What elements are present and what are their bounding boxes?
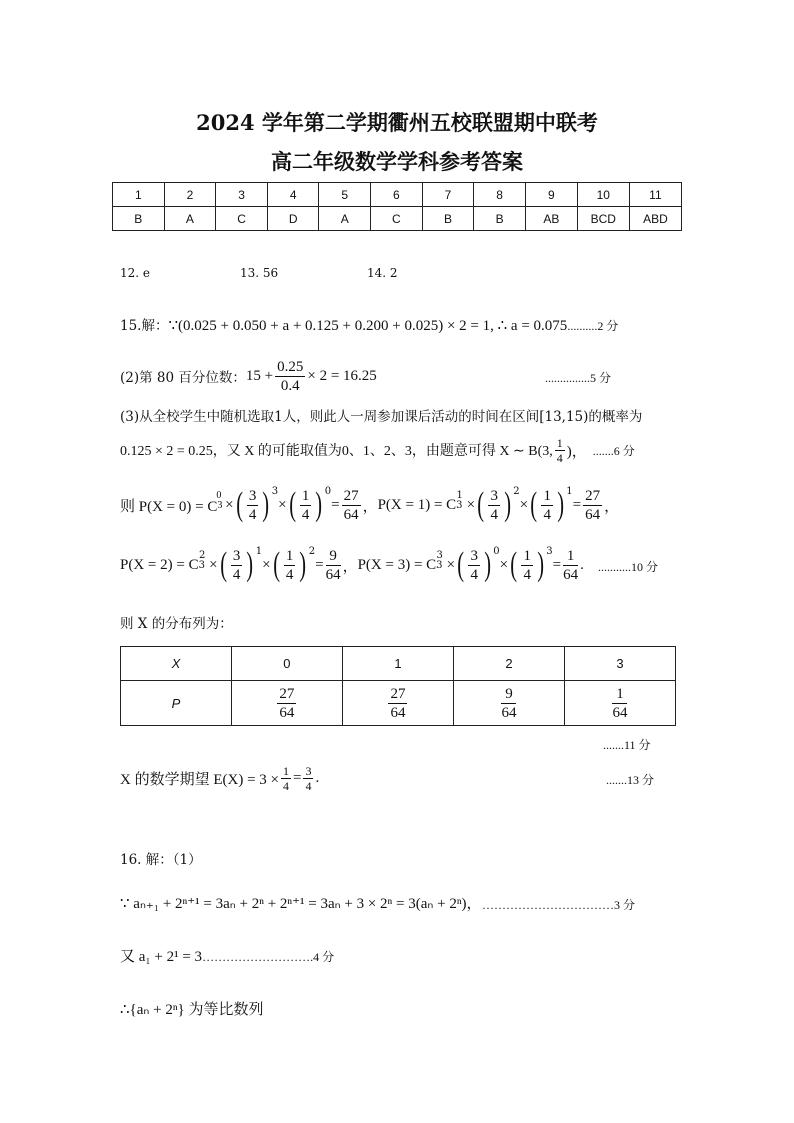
- score-mark: .......6 分: [592, 443, 635, 458]
- distribution-header-row: [121, 647, 676, 681]
- denominator: 4: [283, 778, 289, 793]
- answer-letter: B: [474, 207, 526, 231]
- fraction: [342, 487, 361, 524]
- answer-letter: D: [267, 207, 319, 231]
- expectation-line: [120, 758, 319, 798]
- answer-key-table: [112, 182, 682, 231]
- q15-part2-a: 15 +: [245, 367, 274, 384]
- numerator: 1: [612, 685, 627, 704]
- q15-label: 15.解：: [120, 318, 169, 334]
- question-number: 7: [422, 183, 474, 207]
- table-cell: [342, 681, 453, 726]
- answer-letter-row: [113, 207, 682, 231]
- table-cell: X: [121, 647, 232, 681]
- question-number: 6: [371, 183, 423, 207]
- question-number: 1: [113, 183, 165, 207]
- answer-letter: AB: [525, 207, 577, 231]
- table-cell: [453, 681, 564, 726]
- fraction: [275, 358, 305, 395]
- denominator: 64: [501, 704, 517, 721]
- numerator: 27: [279, 685, 295, 702]
- denominator: 64: [390, 704, 406, 721]
- fraction: [555, 436, 565, 465]
- page-title: 2024 学年第二学期衢州五校联盟期中联考: [196, 110, 598, 135]
- numerator: 27: [343, 487, 359, 504]
- table-cell: [231, 681, 342, 726]
- q16-initial: 又 a₁ + 2¹ = 3: [120, 949, 203, 965]
- p3-label: P(X = 3) = C: [357, 556, 437, 573]
- p0-label: 则 P(X = 0) = C: [120, 498, 218, 515]
- question-number: 10: [577, 183, 629, 207]
- denominator: 4: [305, 778, 312, 793]
- fraction: [583, 487, 602, 524]
- denominator: 64: [343, 506, 359, 523]
- fraction: [303, 764, 313, 793]
- fraction: [281, 764, 291, 793]
- answer-letter: B: [422, 207, 474, 231]
- q15-part2: [120, 356, 377, 396]
- answer-q14: 14. 2: [367, 266, 398, 280]
- q15-part2-b: × 2 = 16.25: [307, 367, 377, 384]
- p2-label: P(X = 2) = C: [120, 556, 199, 573]
- table-cell: 3: [564, 647, 675, 681]
- question-number: 4: [267, 183, 319, 207]
- numerator: 1: [556, 435, 563, 450]
- answer-letter: B: [113, 207, 165, 231]
- denominator: 64: [612, 704, 628, 721]
- numerator: 3: [305, 763, 312, 778]
- distribution-table: [120, 646, 676, 726]
- answer-letter: C: [216, 207, 268, 231]
- answer-q12: 12. e: [120, 266, 150, 280]
- score-mark: ……………………………3 分: [482, 898, 636, 912]
- q15-part2-label: (2)第 80 百分位数：: [120, 370, 246, 386]
- binomial-text: 0.125 × 2 = 0.25，又 X 的可能取值为0、1、2、3，由题意可得 X ∼ B(3,: [120, 444, 553, 459]
- equals: =: [293, 769, 302, 786]
- q15-part3-binomial: [120, 430, 635, 470]
- p1-label: P(X = 1) = C: [377, 496, 457, 513]
- distribution-intro: 则 X 的分布列为：: [120, 616, 233, 632]
- fraction: [563, 547, 578, 584]
- numerator: 1: [563, 547, 578, 566]
- numerator: 9: [326, 547, 341, 566]
- score-mark: ...............5 分: [545, 371, 612, 385]
- table-cell: P: [121, 681, 232, 726]
- numerator: 27: [390, 685, 406, 702]
- score-mark: ...........10 分: [598, 560, 659, 574]
- question-number: 3: [216, 183, 268, 207]
- answer-q13: 13. 56: [240, 266, 279, 280]
- expectation-prefix: X 的数学期望 E(X) = 3 ×: [120, 771, 279, 788]
- q16-conclusion: ∴{aₙ + 2ⁿ} 为等比数列: [120, 1002, 264, 1018]
- score-mark: ..........2 分: [567, 319, 619, 333]
- question-number: 5: [319, 183, 371, 207]
- answer-letter: C: [371, 207, 423, 231]
- numerator: 0.25: [277, 358, 304, 375]
- denominator: 0.4: [280, 377, 300, 394]
- denominator: 4: [556, 450, 563, 465]
- question-number: 11: [629, 183, 681, 207]
- binomial-close: )，: [566, 443, 587, 460]
- table-cell: 0: [231, 647, 342, 681]
- numerator: 9: [501, 685, 516, 704]
- score-mark: ……………………….4 分: [202, 950, 335, 964]
- question-number: 9: [525, 183, 577, 207]
- fraction: [326, 547, 341, 584]
- answer-letter: A: [319, 207, 371, 231]
- q16-label: 16. 解：（1）: [120, 852, 202, 868]
- table-cell: 2: [453, 647, 564, 681]
- denominator: 64: [585, 506, 601, 523]
- question-number: 8: [474, 183, 526, 207]
- page-subtitle: 高二年级数学学科参考答案: [271, 149, 523, 174]
- answer-letter: ABD: [629, 207, 681, 231]
- denominator: 64: [279, 704, 295, 721]
- denominator: 64: [563, 566, 579, 583]
- q15-equation: ∵(0.025 + 0.050 + a + 0.125 + 0.200 + 0.025) × 2 = 1, ∴ a = 0.075: [168, 318, 568, 334]
- table-cell: 1: [342, 647, 453, 681]
- probability-row-2: P(X = 2) = C 3 $^2$ × ( $\frac{3}{4}$ ) $^1$ × ( $\frac{1}{4}$ ) $^2$ = $\frac{9}{64}$ ， P(X = 3) = C 3 $^3$ × ( $\frac{3}{4}$ ) $^0$ × ( $\frac{1}{4}$ ) $^3$ = $\frac{1}{64}$ .: [120, 545, 584, 583]
- score-mark: .......13 分: [606, 773, 655, 787]
- q16-step1: [120, 892, 482, 913]
- q15-part3-text: (3)从全校学生中随机选取1人，则此人一周参加课后活动的时间在区间[13,15)的概率为: [120, 409, 643, 425]
- probability-row-1: 则 P(X = 0) = C 3 $^0$ × ( $\frac{3}{4}$ ) $^3$ × ( $\frac{1}{4}$ ) $^0$ = $\frac{27}{64}$ ， P(X = 1) = C 3 $^1$ × ( $\frac{3}{4}$ ) $^2$ × ( $\frac{1}{4}$ ) $^1$ = $\frac{27}{64}$ ，: [120, 485, 620, 523]
- score-mark: .......11 分: [603, 738, 651, 752]
- numerator: 27: [585, 487, 601, 504]
- table-cell: [564, 681, 675, 726]
- distribution-prob-row: [121, 681, 676, 726]
- question-number: 2: [164, 183, 216, 207]
- denominator: 64: [325, 566, 341, 583]
- period: .: [315, 769, 320, 786]
- numerator: 1: [283, 763, 289, 778]
- answer-letter: A: [164, 207, 216, 231]
- q16-step2: [120, 945, 334, 966]
- q16-equation: ∵ aₙ₊₁ + 2ⁿ⁺¹ = 3aₙ + 2ⁿ + 2ⁿ⁺¹ = 3aₙ + 3 × 2ⁿ = 3(aₙ + 2ⁿ)，: [120, 896, 482, 912]
- answer-number-row: [113, 183, 682, 207]
- answer-letter: BCD: [577, 207, 629, 231]
- q15-part1: [120, 314, 618, 335]
